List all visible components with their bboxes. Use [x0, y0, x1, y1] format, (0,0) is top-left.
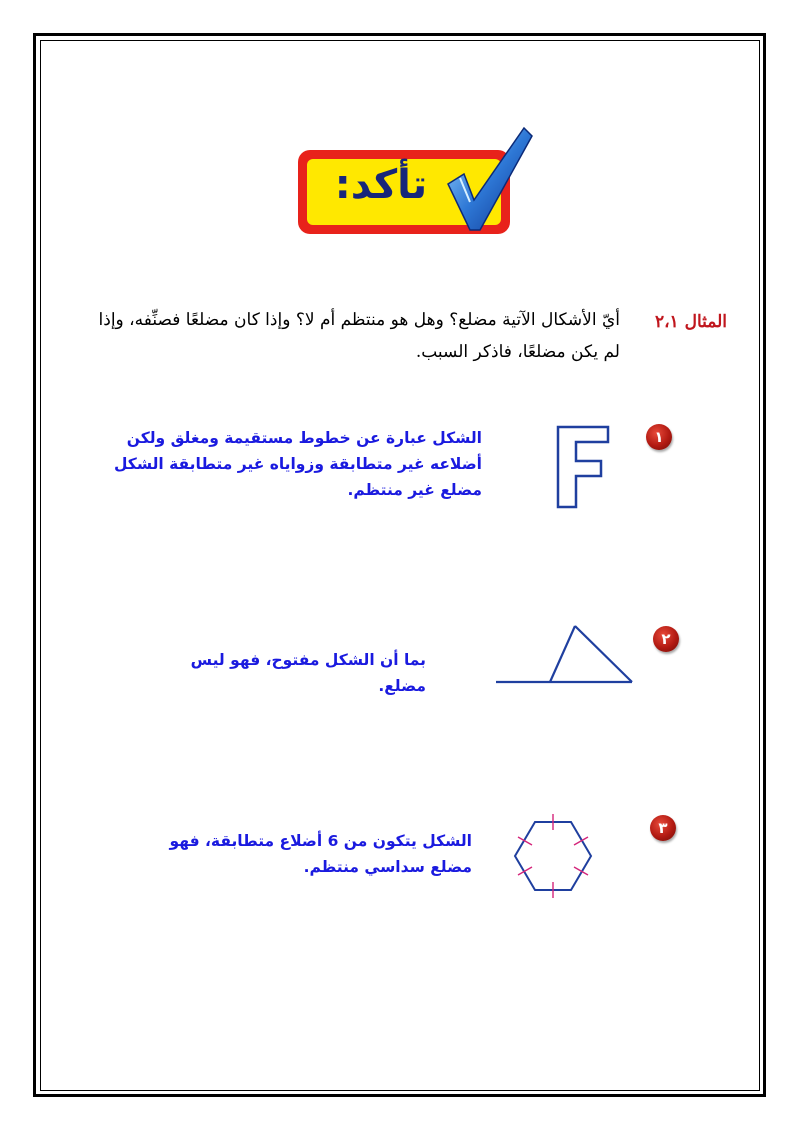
item-answer: الشكل عبارة عن خطوط مستقيمة ومغلق ولكن أضلاعه غير متطابقة وزواياه غير متطابقة الشكل مضلع غير منتظم.	[113, 429, 482, 499]
regular-hexagon-figure	[508, 810, 598, 902]
item-answer: بما أن الشكل مفتوح، فهو ليس مضلع.	[190, 651, 426, 695]
item-answer: الشكل يتكون من 6 أضلاع متطابقة، فهو مضلع سداسي منتظم.	[169, 832, 472, 876]
item-number-badge: ٢	[653, 626, 679, 652]
open-triangle-figure	[492, 620, 638, 688]
checkmark-icon	[440, 122, 536, 234]
item-number-badge: ١	[646, 424, 672, 450]
banner-title: تأكد:	[334, 162, 428, 208]
example-label: المثال ٢،١	[654, 312, 727, 332]
f-shape-figure	[555, 424, 611, 510]
example-question: أيّ الأشكال الآتية مضلع؟ وهل هو منتظم أم لا؟ وإذا كان مضلعًا فصنِّفه، وإذا لم يكن مضلعًا، فاذكر السبب.	[98, 310, 620, 362]
item-number-badge: ٣	[650, 815, 676, 841]
